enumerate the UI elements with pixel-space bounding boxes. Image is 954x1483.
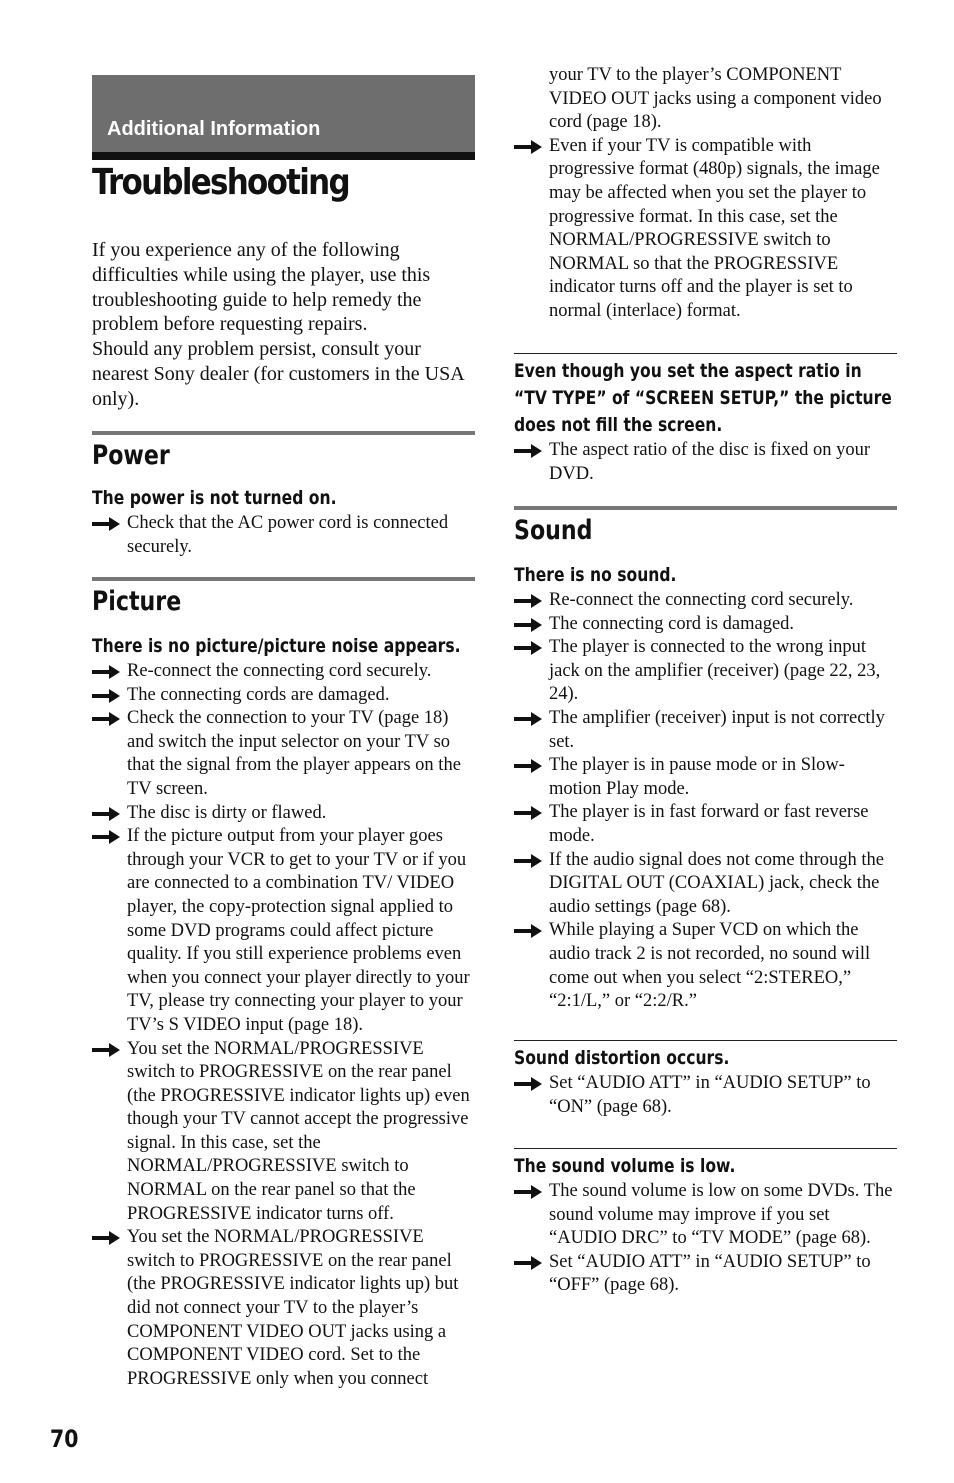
arrow-icon [514,806,542,820]
arrow-icon [514,712,542,726]
question-heading: Even though you set the aspect ratio in “TV TYPE” of “SCREEN SETUP,” the picture does not fill the screen. [514,360,892,436]
list-item: Set “AUDIO ATT” in “AUDIO SETUP” to “ON” (page 68). [514,1072,897,1119]
arrow-icon [514,1256,542,1270]
arrow-icon [514,140,542,154]
list-item: The amplifier (receiver) input is not correctly set. [514,707,897,754]
arrow-icon [92,830,120,844]
list-item: The player is in pause mode or in Slow-motion Play mode. [514,754,897,801]
answer-list [514,589,897,1014]
arrow-icon [92,712,120,726]
question-heading: The sound volume is low. [514,1155,736,1177]
intro-paragraph-2: Should any problem persist, consult your nearest Sony dealer (for customers in the USA only). [92,338,464,410]
answer-list [514,1072,897,1119]
section-heading-sound: Sound [514,515,593,546]
arrow-icon [514,594,542,608]
list-item: Check that the AC power cord is connected securely. [92,512,475,559]
arrow-icon [92,665,120,679]
arrow-icon [514,1185,542,1199]
section-heading-picture: Picture [92,586,182,617]
list-item: While playing a Super VCD on which the audio track 2 is not recorded, no sound will come out when you select “2:STEREO,” “2:1/L,” or “2:2/R.” [514,919,897,1013]
question-heading: There is no sound. [514,564,677,586]
page-number: 70 [50,1425,79,1453]
list-item-continued: your TV to the player’s COMPONENT VIDEO OUT jacks using a component video cord (page 18). [549,65,882,133]
list-item: The disc is dirty or flawed. [92,802,475,826]
picture-continued [514,64,897,324]
list-item: Re-connect the connecting cord securely. [92,660,475,684]
list-item: Check the connection to your TV (page 18) and switch the input selector on your TV so that the signal from the player appears on the TV screen. [92,707,475,801]
answer-list [514,439,897,486]
arrow-icon [92,1043,120,1057]
power-section [92,431,475,559]
picture-section [92,577,475,1391]
list-item: The connecting cord is damaged. [514,613,897,637]
answer-list [514,1180,897,1298]
section-rule [92,577,475,581]
list-item: Set “AUDIO ATT” in “AUDIO SETUP” to “OFF” (page 68). [514,1251,897,1298]
section-rule [514,506,897,510]
arrow-icon [92,689,120,703]
list-item: You set the NORMAL/PROGRESSIVE switch to PROGRESSIVE on the rear panel (the PROGRESSIVE indicator lights up) even though your TV cannot accept the progressive signal. In this case, set the NORMAL/PROGRESSIVE switch to NORMAL on the rear panel so that the PROGRESSIVE indicator turns off. [92,1038,475,1227]
sound-volume-block [514,1148,897,1298]
arrow-icon [514,854,542,868]
list-item: Re-connect the connecting cord securely. [514,589,897,613]
list-item: The sound volume is low on some DVDs. The sound volume may improve if you set “AUDIO DRC” to “TV MODE” (page 68). [514,1180,897,1251]
list-item: The aspect ratio of the disc is fixed on your DVD. [514,439,897,486]
section-rule [92,431,475,435]
intro-paragraph: If you experience any of the following difficulties while using the player, use this troubleshooting guide to help remedy the problem before requesting repairs. [92,239,431,336]
arrow-icon [514,924,542,938]
arrow-icon [92,517,120,531]
answer-list [92,512,475,559]
arrow-icon [514,759,542,773]
arrow-icon [514,618,542,632]
list-item: If the audio signal does not come through the DIGITAL OUT (COAXIAL) jack, check the audio settings (page 68). [514,849,897,920]
arrow-icon [92,807,120,821]
list-item: The connecting cords are damaged. [92,684,475,708]
arrow-icon [514,1077,542,1091]
list-item: If the picture output from your player goes through your VCR to get to your TV or if you are connected to a combination TV/ VIDEO player, the copy-protection signal applied to some DVD programs could affect picture quality. If you still experience problems even when you connect your player directly to your TV, please try connecting your player to your TV’s S VIDEO input (page 18). [92,825,475,1037]
arrow-icon [514,444,542,458]
intro-block [92,238,475,412]
arrow-icon [92,1231,120,1245]
banner-label: Additional Information [107,118,321,140]
sound-section [514,506,897,1014]
section-banner [92,75,475,160]
page-title: Troubleshooting [92,162,349,203]
question-heading: The power is not turned on. [92,487,337,509]
aspect-ratio-block [514,353,897,486]
answer-list-continued [514,64,897,324]
sound-distortion-block [514,1040,897,1119]
list-item: The player is in fast forward or fast reverse mode. [514,801,897,848]
section-heading-power: Power [92,440,170,471]
list-item: Even if your TV is compatible with progressive format (480p) signals, the image may be affected when you set the player to progressive format. In this case, set the NORMAL/PROGRESSIVE switch to NORMAL so that the PROGRESSIVE indicator turns off and the player is set to normal (interlace) format. [514,135,897,324]
arrow-icon [514,641,542,655]
list-item: You set the NORMAL/PROGRESSIVE switch to PROGRESSIVE on the rear panel (the PROGRESSIVE indicator lights up) but did not connect your TV to the player’s COMPONENT VIDEO OUT jacks using a COMPONENT VIDEO cord. Set to the PROGRESSIVE only when you connect [92,1226,475,1391]
question-heading: There is no picture/picture noise appears. [92,635,461,657]
list-item: The player is connected to the wrong input jack on the amplifier (receiver) (page 22, 23, 24). [514,636,897,707]
answer-list [92,660,475,1391]
question-heading: Sound distortion occurs. [514,1047,730,1069]
